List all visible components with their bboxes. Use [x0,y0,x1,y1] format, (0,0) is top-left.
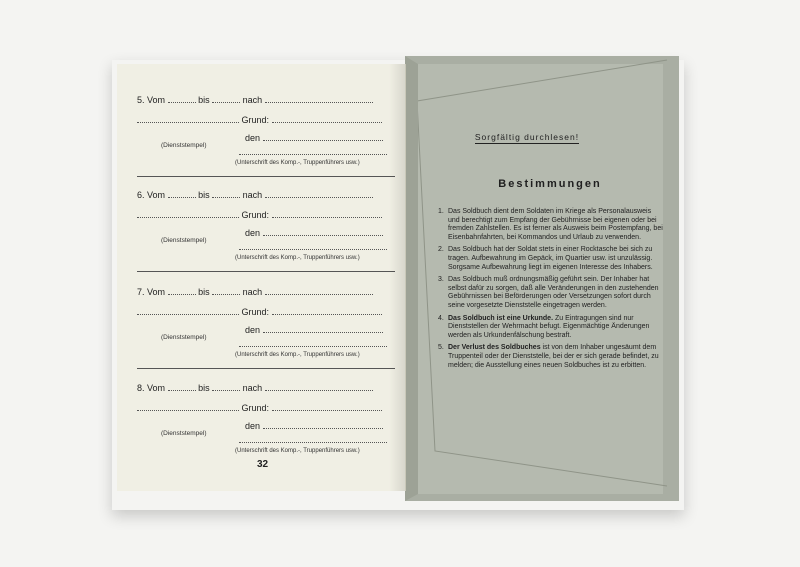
read-carefully-text: Sorgfältig durchlesen! [474,132,580,142]
dotted-fill-line [265,94,373,103]
dotted-fill-line [168,94,196,103]
regulations-list [438,208,663,374]
signature-line [239,146,387,157]
entry-row-date [245,324,383,335]
signature-caption: (Unterschrift des Komp.-, Truppenführers usw.) [235,255,360,261]
dotted-fill-line [263,132,383,141]
dotted-fill-line [272,209,382,218]
regulations-heading: Bestimmungen [498,178,602,190]
entry-row-date [245,132,383,143]
bis-label: bis [198,383,210,393]
dotted-fill-line [272,114,382,123]
regulation-text: Das Soldbuch muß ordnungsmäßig geführt sein. Der Inhaber hat selbst dafür zu sorgen, daß alle Veränderungen in den zustehenden Gebührnissen bei Beförderungen oder Versetzungen sofort durch seine vorgesetzte Dienststelle eingetragen werden. [448,276,659,309]
den-label: den [245,133,261,143]
dotted-fill-line [263,324,383,333]
bis-label: bis [198,95,210,105]
regulation-number: 3. [438,276,444,284]
dienststempel-label: (Dienststempel) [161,237,207,244]
signature-caption: (Unterschrift des Komp.-, Truppenführers usw.) [235,352,360,358]
entry-row-reason [137,402,382,413]
regulation-item [438,315,663,341]
dotted-fill-line [212,94,240,103]
entry-row-dates [137,94,373,105]
dotted-fill-line [239,434,387,443]
signature-line [239,241,387,252]
form-entry [117,189,405,279]
grund-label: Grund: [241,403,270,413]
dotted-fill-line [272,402,382,411]
entry-row-reason [137,209,382,220]
page-number: 32 [257,459,269,470]
regulation-item [438,344,663,370]
dienststempel-label: (Dienststempel) [161,142,207,149]
signature-caption: (Unterschrift des Komp.-, Truppenführers usw.) [235,448,360,454]
dotted-fill-line [239,146,387,155]
regulation-text: ist von dem Inhaber ungesäumt dem Truppenteil oder der Dienststelle, bei der er sich gerade befindet, zu melden; die Ausstellung eines neuen Soldbuches ist zu erbitten. [448,344,659,369]
signature-caption: (Unterschrift des Komp.-, Truppenführers usw.) [235,160,360,166]
nach-label: nach [242,190,263,200]
grund-label: Grund: [241,307,270,317]
entry-row-dates [137,286,373,297]
vom-label: Vom [147,383,166,393]
entry-number: 6. [137,190,145,200]
left-page [117,64,406,491]
dotted-fill-line [265,286,373,295]
entry-row-reason [137,306,382,317]
entry-row-reason [137,114,382,125]
dotted-fill-line [212,286,240,295]
regulation-number: 1. [438,208,444,215]
vom-label: Vom [147,95,166,105]
dotted-fill-line [212,189,240,198]
entry-separator [137,271,395,272]
regulation-item [438,208,663,242]
entry-row-date [245,227,383,238]
dotted-fill-line [263,227,383,236]
dotted-fill-line [272,306,382,315]
vom-label: Vom [147,287,166,297]
entry-separator [137,176,395,177]
dotted-fill-line [239,338,387,347]
dotted-fill-line [137,114,239,123]
regulation-item [438,246,663,272]
regulation-number: 2. [438,246,444,254]
grund-label: Grund: [241,210,270,220]
entry-number: 5. [137,95,145,105]
dotted-fill-line [265,189,373,198]
dotted-fill-line [168,189,196,198]
entry-row-dates [137,382,373,393]
regulation-item [438,276,663,310]
signature-line [239,434,387,445]
regulation-bold-lead: Der Verlust des Soldbuches [448,344,541,352]
entry-separator [137,368,395,369]
dotted-fill-line [263,420,383,429]
den-label: den [245,421,261,431]
regulation-number: 4. [438,314,444,322]
entry-row-date [245,420,383,431]
signature-line [239,338,387,349]
dienststempel-label: (Dienststempel) [161,334,207,341]
dotted-fill-line [265,382,373,391]
dotted-fill-line [212,382,240,391]
den-label: den [245,325,261,335]
dotted-fill-line [137,402,239,411]
entry-row-dates [137,189,373,200]
den-label: den [245,228,261,238]
form-entry [117,94,405,184]
bis-label: bis [198,190,210,200]
dotted-fill-line [137,306,239,315]
nach-label: nach [242,287,263,297]
dotted-fill-line [168,286,196,295]
regulation-text: Das Soldbuch hat der Soldat stets in einer Rocktasche bei sich zu tragen. Aufbewahrung im Gepäck, im Quartier usw. ist unzulässig. Sorgsame Aufbewahrung liegt im eigenen Interesse des Inhabers. [448,246,653,271]
form-entry [117,286,405,376]
entry-number: 8. [137,383,145,393]
regulation-text: Das Soldbuch dient dem Soldaten im Kriege als Personalausweis und berechtigt zum Empfang der Gebührnisse bei eigenen oder bei fremden Zahlstellen. Es ist ferner als Ausweis beim Postempfang, bei Eisenbahnfahrten, bei Kommandos und Urlaub zu verwenden. [448,208,663,241]
dotted-fill-line [137,209,239,218]
dotted-fill-line [168,382,196,391]
vom-label: Vom [147,190,166,200]
nach-label: nach [242,383,263,393]
dotted-fill-line [239,241,387,250]
regulation-text: Zu Eintragungen sind nur Dienststellen der Wehrmacht befugt. Eigenmächtige Änderungen werden als Urkundenfälschung bestraft. [448,314,650,339]
read-carefully-header [467,126,587,150]
regulation-number: 5. [438,344,444,352]
bis-label: bis [198,287,210,297]
grund-label: Grund: [241,115,270,125]
entry-number: 7. [137,287,145,297]
regulation-bold-lead: Das Soldbuch ist eine Urkunde. [448,314,554,322]
dienststempel-label: (Dienststempel) [161,430,207,437]
nach-label: nach [242,95,263,105]
